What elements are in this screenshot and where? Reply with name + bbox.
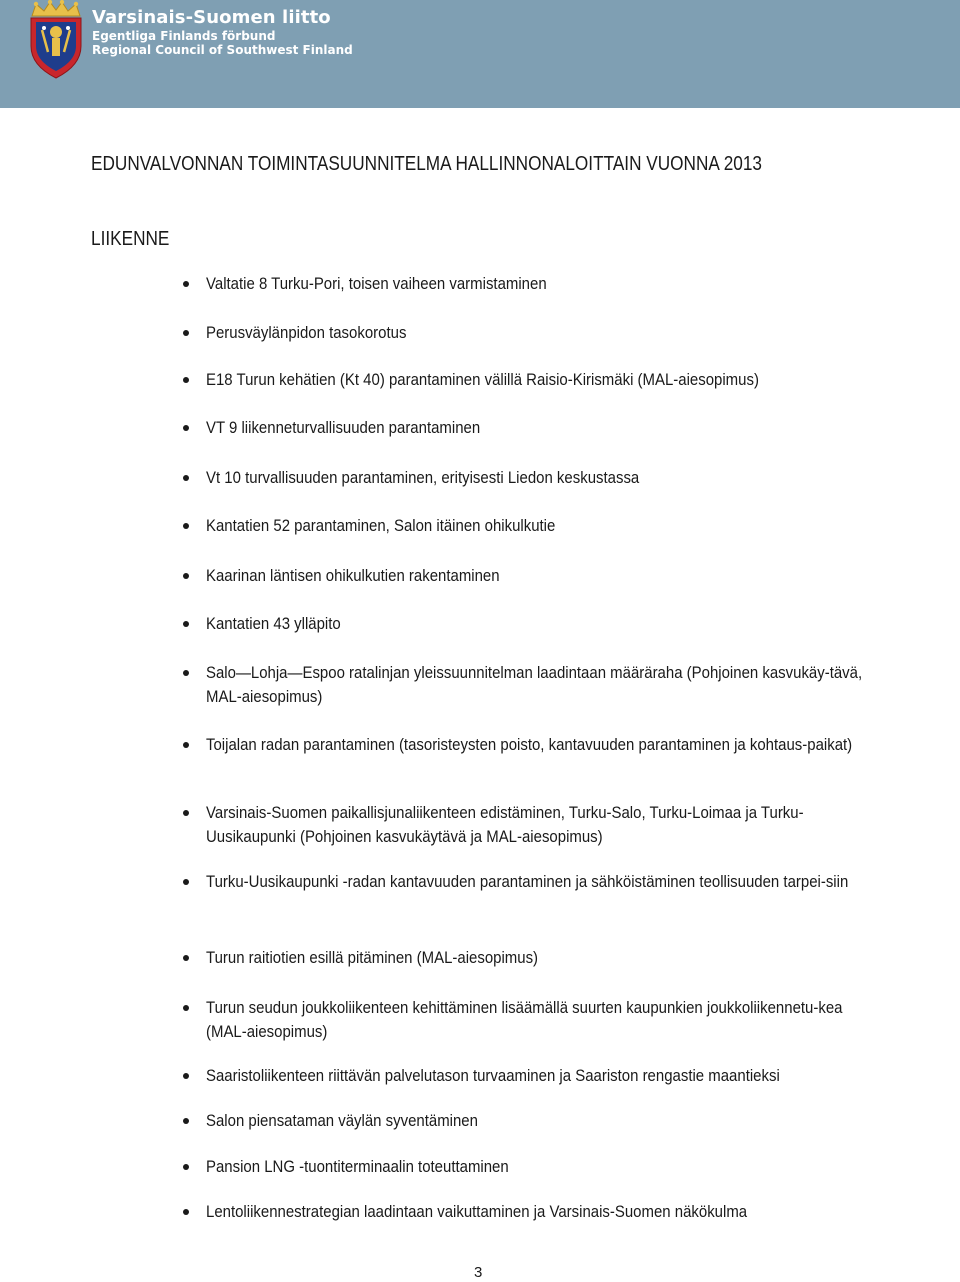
list-item bbox=[206, 612, 866, 636]
bullet-icon bbox=[183, 1209, 189, 1215]
list-item bbox=[206, 1064, 866, 1088]
list-item-text: Varsinais-Suomen paikallisjunaliikenteen edistäminen, Turku-Salo, Turku-Loimaa ja Turku-Uusikaupunki (Pohjoinen kasvukäytävä ja MAL-aiesopimus) bbox=[206, 803, 804, 846]
bullet-icon bbox=[183, 573, 189, 579]
list-item-text: Lentoliikennestrategian laadintaan vaikuttaminen ja Varsinais-Suomen näkökulma bbox=[206, 1202, 748, 1221]
list-item bbox=[206, 996, 866, 1044]
list-item bbox=[206, 1109, 866, 1133]
bullet-icon bbox=[183, 879, 189, 885]
list-item bbox=[206, 946, 866, 970]
bullet-icon bbox=[183, 1164, 189, 1170]
section-title: LIIKENNE bbox=[91, 228, 170, 250]
page-number: 3 bbox=[474, 1264, 483, 1281]
list-item-text: Turun raitiotien esillä pitäminen (MAL-aiesopimus) bbox=[206, 948, 539, 967]
organization-name-fi: Varsinais-Suomen liitto bbox=[92, 7, 331, 28]
bullet-icon bbox=[183, 1118, 189, 1124]
bullet-icon bbox=[183, 523, 189, 529]
list-item bbox=[206, 514, 866, 538]
bullet-icon bbox=[183, 742, 189, 748]
bullet-icon bbox=[183, 377, 189, 383]
list-item-text: Salo—Lohja—Espoo ratalinjan yleissuunnitelman laadintaan määräraha (Pohjoinen kasvukäy-tävä, MAL-aiesopimus) bbox=[206, 663, 863, 706]
bullet-icon bbox=[183, 670, 189, 676]
organization-name-en: Regional Council of Southwest Finland bbox=[92, 43, 353, 57]
list-item bbox=[206, 564, 866, 588]
list-item-text: Perusväylänpidon tasokorotus bbox=[206, 323, 407, 342]
list-item bbox=[206, 733, 866, 757]
list-item-text: Salon piensataman väylän syventäminen bbox=[206, 1111, 478, 1130]
list-item bbox=[206, 466, 866, 490]
list-item-text: Kantatien 52 parantaminen, Salon itäinen ohikulkutie bbox=[206, 516, 556, 535]
list-item-text: Saaristoliikenteen riittävän palvelutason turvaaminen ja Saariston rengastie maantieksi bbox=[206, 1066, 780, 1085]
list-item bbox=[206, 416, 866, 440]
list-item-text: Kantatien 43 ylläpito bbox=[206, 614, 341, 633]
bullet-icon bbox=[183, 810, 189, 816]
bullet-icon bbox=[183, 475, 189, 481]
bullet-icon bbox=[183, 1073, 189, 1079]
list-item bbox=[206, 321, 866, 345]
list-item-text: Pansion LNG -tuontiterminaalin toteuttaminen bbox=[206, 1157, 509, 1176]
list-item-text: Vt 10 turvallisuuden parantaminen, erityisesti Liedon keskustassa bbox=[206, 468, 640, 487]
bullet-icon bbox=[183, 1005, 189, 1011]
bullet-icon bbox=[183, 330, 189, 336]
list-item bbox=[206, 368, 866, 392]
list-item bbox=[206, 272, 866, 296]
organization-name-block bbox=[92, 7, 353, 57]
bullet-icon bbox=[183, 955, 189, 961]
list-item bbox=[206, 870, 866, 894]
coat-of-arms-logo bbox=[28, 0, 84, 80]
list-item bbox=[206, 1155, 866, 1179]
bullet-icon bbox=[183, 425, 189, 431]
list-item bbox=[206, 661, 866, 709]
list-item-text: Valtatie 8 Turku-Pori, toisen vaiheen varmistaminen bbox=[206, 274, 547, 293]
bullet-icon bbox=[183, 621, 189, 627]
list-item-text: Kaarinan läntisen ohikulkutien rakentaminen bbox=[206, 566, 500, 585]
bullet-icon bbox=[183, 281, 189, 287]
list-item-text: VT 9 liikenneturvallisuuden parantaminen bbox=[206, 418, 481, 437]
organization-name-sv: Egentliga Finlands förbund bbox=[92, 29, 276, 43]
list-item bbox=[206, 801, 866, 849]
list-item-text: Turun seudun joukkoliikenteen kehittäminen lisäämällä suurten kaupunkien joukkoliikennetu-kea (MAL-aiesopimus) bbox=[206, 998, 843, 1041]
list-item-text: E18 Turun kehätien (Kt 40) parantaminen välillä Raisio-Kirismäki (MAL-aiesopimus) bbox=[206, 370, 759, 389]
list-item-text: Turku-Uusikaupunki -radan kantavuuden parantaminen ja sähköistäminen teollisuuden tarpei-siin bbox=[206, 872, 849, 891]
list-item bbox=[206, 1200, 866, 1224]
list-item-text: Toijalan radan parantaminen (tasoristeysten poisto, kantavuuden parantaminen ja kohtaus-paikat) bbox=[206, 735, 853, 754]
header-bar bbox=[0, 0, 960, 108]
document-title: EDUNVALVONNAN TOIMINTASUUNNITELMA HALLINNONALOITTAIN VUONNA 2013 bbox=[91, 153, 762, 175]
